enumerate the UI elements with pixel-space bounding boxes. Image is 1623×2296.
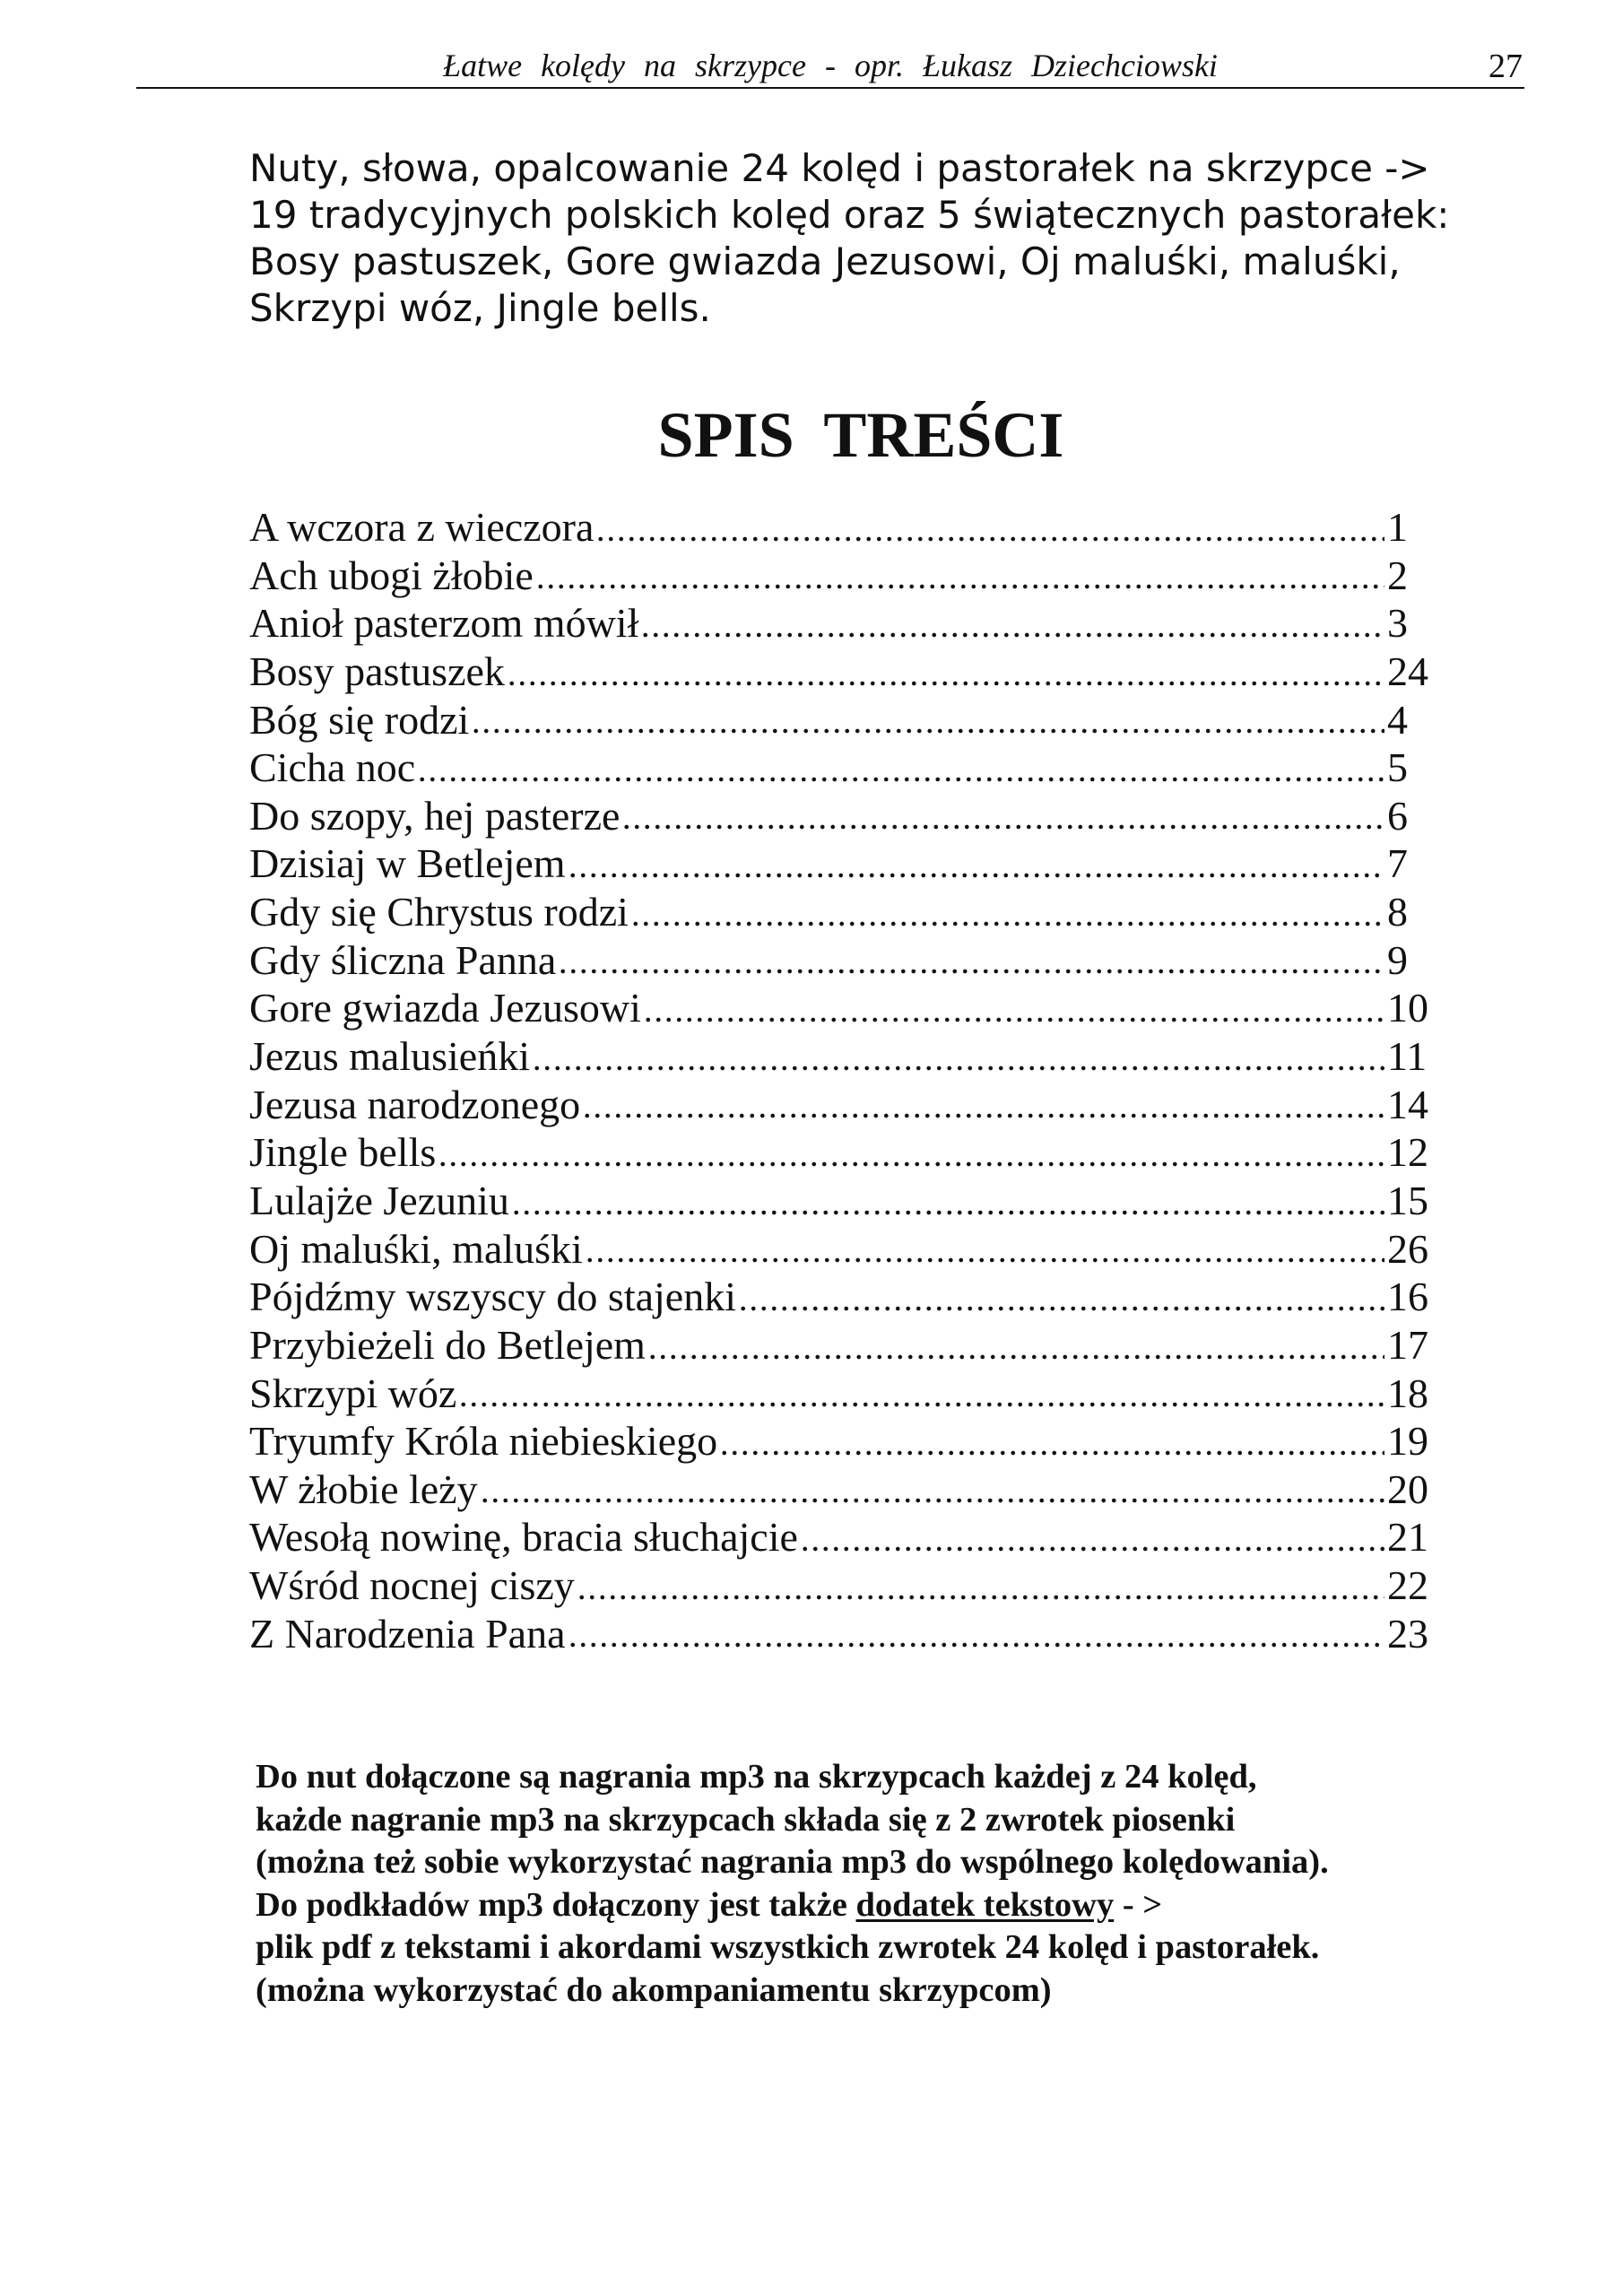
intro-line: Skrzypi wóz, Jingle bells. — [249, 286, 711, 330]
toc-entry — [249, 648, 1433, 696]
running-header-title: Łatwe kolędy na skrzypce - opr. Łukasz Dziechciowski — [443, 48, 1218, 83]
note-line: (można wykorzystać do akompaniamentu skrzypcom) — [256, 1970, 1052, 2009]
toc-entry-title: Skrzypi wóz — [249, 1370, 457, 1416]
toc-entry-page: 4 — [1387, 696, 1408, 743]
toc-entry-title: W żłobie leży — [249, 1465, 478, 1512]
dot-leader — [646, 1321, 1384, 1370]
toc-entry-page: 22 — [1387, 1562, 1428, 1609]
toc-entry — [249, 1177, 1433, 1225]
toc-entry-title: Z Narodzenia Pana — [249, 1610, 566, 1657]
toc-entry-title: Wesołą nowinę, bracia słuchajcie — [249, 1514, 798, 1561]
page-number: 27 — [1488, 48, 1523, 85]
toc-entry — [249, 1273, 1433, 1321]
toc-entry — [249, 503, 1433, 552]
toc-entry-page: 5 — [1387, 744, 1408, 791]
toc-entry-page: 20 — [1387, 1465, 1428, 1512]
note-text: Do podkładów mp3 dołączony jest także — [256, 1885, 856, 1924]
toc-entry — [249, 1032, 1433, 1081]
toc-entry-title: Ach ubogi żłobie — [249, 552, 534, 598]
toc-entry — [249, 552, 1433, 600]
dot-leader — [509, 1177, 1384, 1225]
toc-entry-page: 23 — [1387, 1610, 1428, 1657]
dot-leader — [638, 599, 1384, 648]
note-line: plik pdf z tekstami i akordami wszystkich zwrotek 24 kolęd i pastorałek. — [256, 1928, 1320, 1967]
dot-leader — [505, 648, 1384, 696]
dot-leader — [583, 1225, 1384, 1274]
toc-entry-page: 14 — [1387, 1081, 1428, 1127]
toc-entry — [249, 1370, 1433, 1418]
dot-leader — [575, 1561, 1384, 1610]
intro-paragraph — [249, 145, 1449, 332]
note-line: Do nut dołączone są nagrania mp3 na skrzypcach każdej z 24 kolęd, — [256, 1758, 1257, 1796]
toc-entry-title: Jezus malusieńki — [249, 1033, 530, 1080]
toc-entry-title: Do szopy, hej pasterze — [249, 792, 621, 839]
toc-heading: SPIS TREŚCI — [657, 399, 1064, 471]
toc-entry-title: Jezusa narodzonego — [249, 1081, 581, 1127]
dot-leader — [717, 1417, 1384, 1465]
toc-entry — [249, 839, 1433, 888]
toc-entry-page: 12 — [1387, 1129, 1428, 1176]
toc-entry — [249, 599, 1433, 648]
dot-leader — [594, 503, 1384, 552]
toc-entry-title: Gore gwiazda Jezusowi — [249, 985, 641, 1031]
toc-entry — [249, 1465, 1433, 1514]
toc-entry-page: 9 — [1387, 936, 1408, 983]
toc-entry-page: 18 — [1387, 1370, 1428, 1416]
dot-leader — [436, 1128, 1384, 1177]
toc-entry — [249, 1610, 1433, 1658]
dot-leader — [415, 744, 1384, 792]
toc-entry — [249, 792, 1433, 840]
toc-entry-title: Wśród nocnej ciszy — [249, 1562, 575, 1609]
toc-entry — [249, 1081, 1433, 1129]
toc-entry-page: 1 — [1387, 504, 1408, 550]
note-line — [256, 1884, 1329, 1927]
toc-entry-page: 24 — [1387, 648, 1428, 694]
toc-entry-page: 7 — [1387, 840, 1408, 887]
toc-entry-title: Gdy śliczna Panna — [249, 936, 557, 983]
dot-leader — [566, 839, 1384, 888]
text-supplement-link: dodatek tekstowy — [855, 1885, 1115, 1924]
toc-entry-title: Jingle bells — [249, 1129, 437, 1176]
toc-entry-page: 2 — [1387, 552, 1408, 598]
note-line: (można też sobie wykorzystać nagrania mp3 do wspólnego kolędowania). — [256, 1843, 1329, 1882]
toc-entry-title: Dzisiaj w Betlejem — [249, 840, 566, 887]
toc-entry — [249, 1561, 1433, 1610]
toc-entry — [249, 1321, 1433, 1370]
note-text: - > — [1114, 1885, 1163, 1924]
toc-entry — [249, 984, 1433, 1032]
toc-entry-title: Anioł pasterzom mówił — [249, 600, 639, 647]
toc-entry — [249, 744, 1433, 792]
toc-entry-page: 10 — [1387, 985, 1428, 1031]
toc-entry-page: 16 — [1387, 1274, 1428, 1320]
dot-leader — [798, 1513, 1384, 1561]
dot-leader — [530, 1032, 1384, 1081]
dot-leader — [456, 1370, 1384, 1418]
table-of-contents — [249, 503, 1433, 1657]
header-rule — [136, 87, 1524, 89]
toc-entry-page: 17 — [1387, 1321, 1428, 1368]
toc-entry-title: Przybieżeli do Betlejem — [249, 1321, 646, 1368]
toc-entry-page: 6 — [1387, 792, 1408, 839]
intro-line: 19 tradycyjnych polskich kolęd oraz 5 świątecznych pastorałek: — [249, 193, 1450, 237]
toc-entry — [249, 696, 1433, 744]
dot-leader — [629, 888, 1384, 936]
dot-leader — [580, 1081, 1384, 1129]
dot-leader — [620, 792, 1384, 840]
recordings-note — [256, 1756, 1329, 2013]
toc-entry-page: 11 — [1387, 1033, 1428, 1080]
toc-entry-page: 8 — [1387, 889, 1408, 935]
dot-leader — [556, 936, 1384, 985]
toc-entry-page: 21 — [1387, 1514, 1428, 1561]
dot-leader — [641, 984, 1384, 1032]
toc-entry-title: Bosy pastuszek — [249, 648, 505, 694]
toc-entry — [249, 1513, 1433, 1561]
toc-entry — [249, 888, 1433, 936]
intro-line: Bosy pastuszek, Gore gwiazda Jezusowi, Oj maluśki, maluśki, — [249, 239, 1401, 283]
toc-entry-title: A wczora z wieczora — [249, 504, 595, 550]
toc-entry — [249, 936, 1433, 985]
dot-leader — [478, 1465, 1384, 1514]
toc-entry-title: Lulajże Jezuniu — [249, 1177, 509, 1223]
toc-entry-title: Oj maluśki, maluśki — [249, 1225, 583, 1272]
toc-entry-title: Pójdźmy wszyscy do stajenki — [249, 1274, 736, 1320]
note-line: każde nagranie mp3 na skrzypcach składa się z 2 zwrotek piosenki — [256, 1800, 1236, 1839]
dot-leader — [566, 1610, 1384, 1658]
toc-entry-page: 15 — [1387, 1177, 1428, 1223]
toc-entry — [249, 1128, 1433, 1177]
dot-leader — [534, 552, 1384, 600]
toc-entry-title: Bóg się rodzi — [249, 696, 470, 743]
toc-entry-title: Cicha noc — [249, 744, 416, 791]
toc-entry-page: 26 — [1387, 1225, 1428, 1272]
intro-line: Nuty, słowa, opalcowanie 24 kolęd i pastorałek na skrzypce -> — [249, 146, 1430, 190]
toc-entry-page: 19 — [1387, 1418, 1428, 1465]
dot-leader — [469, 696, 1384, 744]
toc-entry — [249, 1225, 1433, 1274]
dot-leader — [736, 1273, 1384, 1321]
toc-entry-title: Tryumfy Króla niebieskiego — [249, 1418, 718, 1465]
toc-entry-title: Gdy się Chrystus rodzi — [249, 889, 629, 935]
toc-entry — [249, 1417, 1433, 1465]
toc-entry-page: 3 — [1387, 600, 1408, 647]
